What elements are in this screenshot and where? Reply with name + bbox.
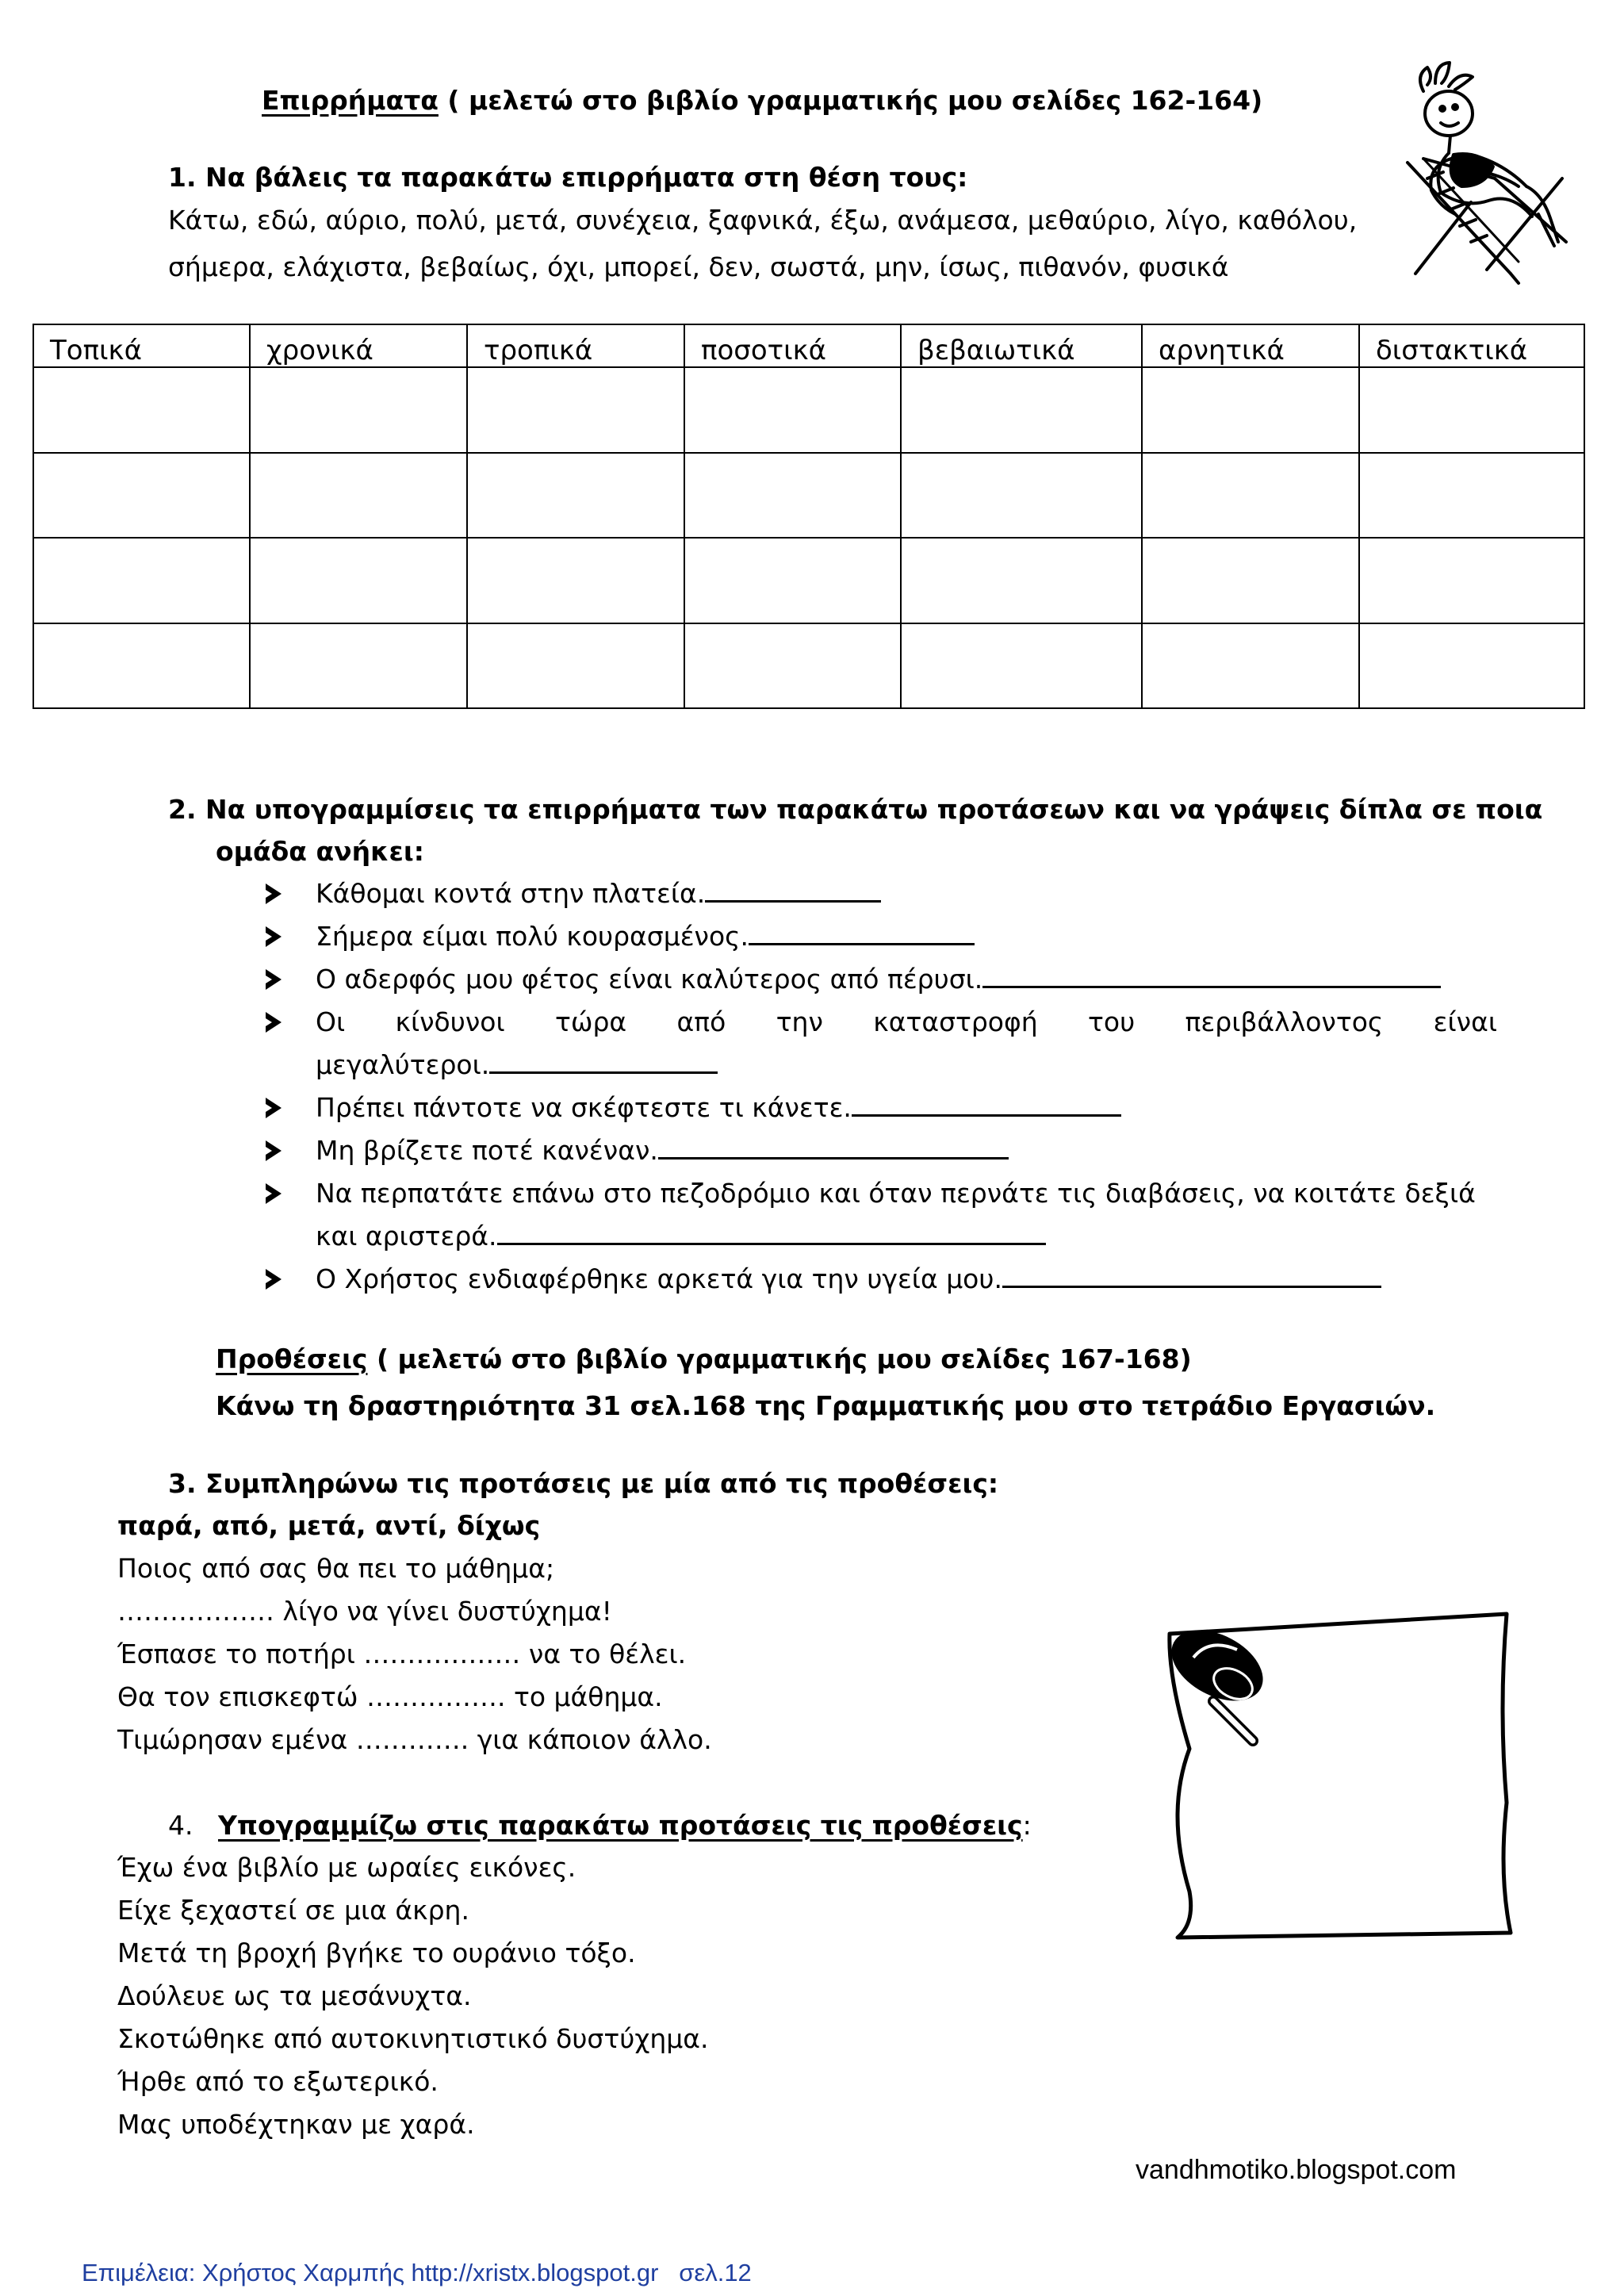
answer-line[interactable] xyxy=(497,1219,1046,1245)
table-cell[interactable] xyxy=(1142,538,1359,623)
table-cell[interactable] xyxy=(467,623,684,709)
table-cell[interactable] xyxy=(33,623,250,709)
prepositions-title-rest: ( μελετώ στο βιβλίο γραμματικής μου σελίδες 167-168) xyxy=(367,1343,1192,1374)
table-cell[interactable] xyxy=(1142,453,1359,539)
arrow-bullet-icon xyxy=(266,884,282,904)
answer-line[interactable] xyxy=(705,876,881,903)
exercise3-sentence: Θα τον επισκεφτώ ……………. το μάθημα. xyxy=(117,1681,663,1712)
exercise4-sentence: Σκοτώθηκε από αυτοκινητιστικό δυστύχημα. xyxy=(117,2023,709,2054)
table-cell[interactable] xyxy=(250,538,467,623)
answer-line[interactable] xyxy=(658,1133,1009,1159)
exercise3-sentence: Έσπασε το ποτήρι ……………… να το θέλει. xyxy=(117,1639,687,1669)
column-header: ποσοτικά xyxy=(684,324,901,367)
table-row xyxy=(33,453,1584,539)
list-item-continuation: μεγαλύτεροι. xyxy=(316,1044,718,1087)
page-footer: Επιμέλεια: Χρήστος Χαρμπής http://xristx.blogspot.gr σελ.12 xyxy=(82,2259,752,2286)
table-cell[interactable] xyxy=(250,367,467,453)
table-cell[interactable] xyxy=(250,623,467,709)
exercise3-sentence: Ποιος από σας θα πει το μάθημα; xyxy=(117,1553,555,1584)
exercise4-sentence: Έχω ένα βιβλίο με ωραίες εικόνες. xyxy=(117,1852,576,1883)
prepositions-instruction: Κάνω τη δραστηριότητα 31 σελ.168 της Γραμματικής μου στο τετράδιο Εργασιών. xyxy=(216,1390,1436,1421)
exercise4-sentence: Μετά τη βροχή βγήκε το ουράνιο τόξο. xyxy=(117,1938,636,1968)
pinned-note-illustration xyxy=(1146,1590,1522,1947)
table-cell[interactable] xyxy=(901,623,1142,709)
exercise4-sentence: Ήρθε από το εξωτερικό. xyxy=(117,2066,439,2097)
deckchair-figure-illustration xyxy=(1392,59,1574,286)
exercise1-words-line2: σήμερα, ελάχιστα, βεβαίως, όχι, μπορεί, δεν, σωστά, μην, ίσως, πιθανόν, φυσικά xyxy=(168,251,1229,282)
table-cell[interactable] xyxy=(684,538,901,623)
arrow-bullet-icon xyxy=(266,1098,282,1118)
column-header: τροπικά xyxy=(467,324,684,367)
table-cell[interactable] xyxy=(1142,623,1359,709)
exercise1-words-line1: Κάτω, εδώ, αύριο, πολύ, μετά, συνέχεια, ξαφνικά, έξω, ανάμεσα, μεθαύριο, λίγο, καθόλου, xyxy=(168,205,1358,236)
column-header: διστακτικά xyxy=(1359,324,1584,367)
prepositions-title-word: Προθέσεις xyxy=(216,1343,368,1374)
list-item: Να περπατάτε επάνω στο πεζοδρόμιο και όταν περνάτε τις διαβάσεις, να κοιτάτε δεξιά xyxy=(316,1178,1476,1209)
exercise4-colon: : xyxy=(1022,1810,1032,1841)
arrow-bullet-icon xyxy=(266,969,282,990)
list-item: Μη βρίζετε ποτέ κανέναν. xyxy=(316,1129,1009,1172)
table-cell[interactable] xyxy=(467,367,684,453)
adverb-classification-table xyxy=(33,324,1585,709)
exercise3-sentence: ……………… λίγο να γίνει δυστύχημα! xyxy=(117,1596,612,1627)
arrow-bullet-icon xyxy=(266,1269,282,1290)
table-cell[interactable] xyxy=(901,367,1142,453)
table-cell[interactable] xyxy=(684,453,901,539)
exercise3-options: παρά, από, μετά, αντί, δίχως xyxy=(117,1510,541,1541)
list-item: Κάθομαι κοντά στην πλατεία. xyxy=(316,872,881,915)
table-cell[interactable] xyxy=(901,453,1142,539)
blog-credit: vandhmotiko.blogspot.com xyxy=(1136,2155,1457,2185)
title-rest: ( μελετώ στο βιβλίο γραμματικής μου σελίδες 162-164) xyxy=(438,85,1263,116)
list-item-continuation: και αριστερά. xyxy=(316,1215,1046,1258)
table-cell[interactable] xyxy=(250,453,467,539)
list-item: Ο Χρήστος ενδιαφέρθηκε αρκετά για την υγεία μου. xyxy=(316,1258,1381,1301)
column-header: αρνητικά xyxy=(1142,324,1359,367)
table-cell[interactable] xyxy=(1359,367,1584,453)
answer-line[interactable] xyxy=(1002,1262,1381,1288)
list-item: Σήμερα είμαι πολύ κουρασμένος. xyxy=(316,915,975,958)
list-item: Πρέπει πάντοτε να σκέφτεστε τι κάνετε. xyxy=(316,1087,1121,1129)
list-item: Οι κίνδυνοι τώρα από την καταστροφή του περιβάλλοντος είναι xyxy=(316,1006,1497,1037)
exercise4-sentence: Είχε ξεχαστεί σε μια άκρη. xyxy=(117,1895,469,1926)
column-header: χρονικά xyxy=(250,324,467,367)
table-cell[interactable] xyxy=(1142,367,1359,453)
exercise3-heading: 3. Συμπληρώνω τις προτάσεις με μία από τις προθέσεις: xyxy=(168,1468,999,1499)
arrow-bullet-icon xyxy=(266,1012,282,1033)
page-title xyxy=(262,79,1262,122)
prepositions-title xyxy=(216,1338,1192,1381)
exercise4-sentence: Μας υποδέχτηκαν με χαρά. xyxy=(117,2109,475,2140)
table-row xyxy=(33,623,1584,709)
exercise3-sentence: Τιμώρησαν εμένα …………. για κάποιον άλλο. xyxy=(117,1724,712,1755)
arrow-bullet-icon xyxy=(266,926,282,947)
arrow-bullet-icon xyxy=(266,1183,282,1204)
answer-line[interactable] xyxy=(852,1091,1121,1117)
table-cell[interactable] xyxy=(33,538,250,623)
exercise4-heading-text: Υπογραμμίζω στις παρακάτω προτάσεις τις προθέσεις xyxy=(217,1810,1023,1841)
answer-line[interactable] xyxy=(489,1048,718,1074)
answer-line[interactable] xyxy=(749,919,975,945)
exercise2-heading-line1: 2. Να υπογραμμίσεις τα επιρρήματα των παρακάτω προτάσεων και να γράψεις δίπλα σε ποια xyxy=(168,794,1543,825)
exercise4-number: 4. xyxy=(168,1810,193,1841)
exercise2-heading-line2: ομάδα ανήκει: xyxy=(216,836,424,867)
list-item: Ο αδερφός μου φέτος είναι καλύτερος από πέρυσι. xyxy=(316,958,1441,1001)
table-cell[interactable] xyxy=(1359,623,1584,709)
arrow-bullet-icon xyxy=(266,1140,282,1161)
table-row xyxy=(33,538,1584,623)
table-cell[interactable] xyxy=(684,623,901,709)
exercise1-heading: 1. Να βάλεις τα παρακάτω επιρρήματα στη θέση τους: xyxy=(168,162,968,193)
table-cell[interactable] xyxy=(901,538,1142,623)
table-cell[interactable] xyxy=(467,538,684,623)
table-header-row xyxy=(33,324,1584,367)
table-cell[interactable] xyxy=(33,367,250,453)
table-cell[interactable] xyxy=(684,367,901,453)
column-header: Τοπικά xyxy=(33,324,250,367)
table-cell[interactable] xyxy=(1359,453,1584,539)
exercise4-heading xyxy=(168,1804,1032,1847)
table-row xyxy=(33,367,1584,453)
title-word: Επιρρήματα xyxy=(262,85,439,116)
answer-line[interactable] xyxy=(982,962,1441,988)
column-header: βεβαιωτικά xyxy=(901,324,1142,367)
table-cell[interactable] xyxy=(467,453,684,539)
table-cell[interactable] xyxy=(1359,538,1584,623)
table-cell[interactable] xyxy=(33,453,250,539)
exercise4-sentence: Δούλευε ως τα μεσάνυχτα. xyxy=(117,1980,472,2011)
